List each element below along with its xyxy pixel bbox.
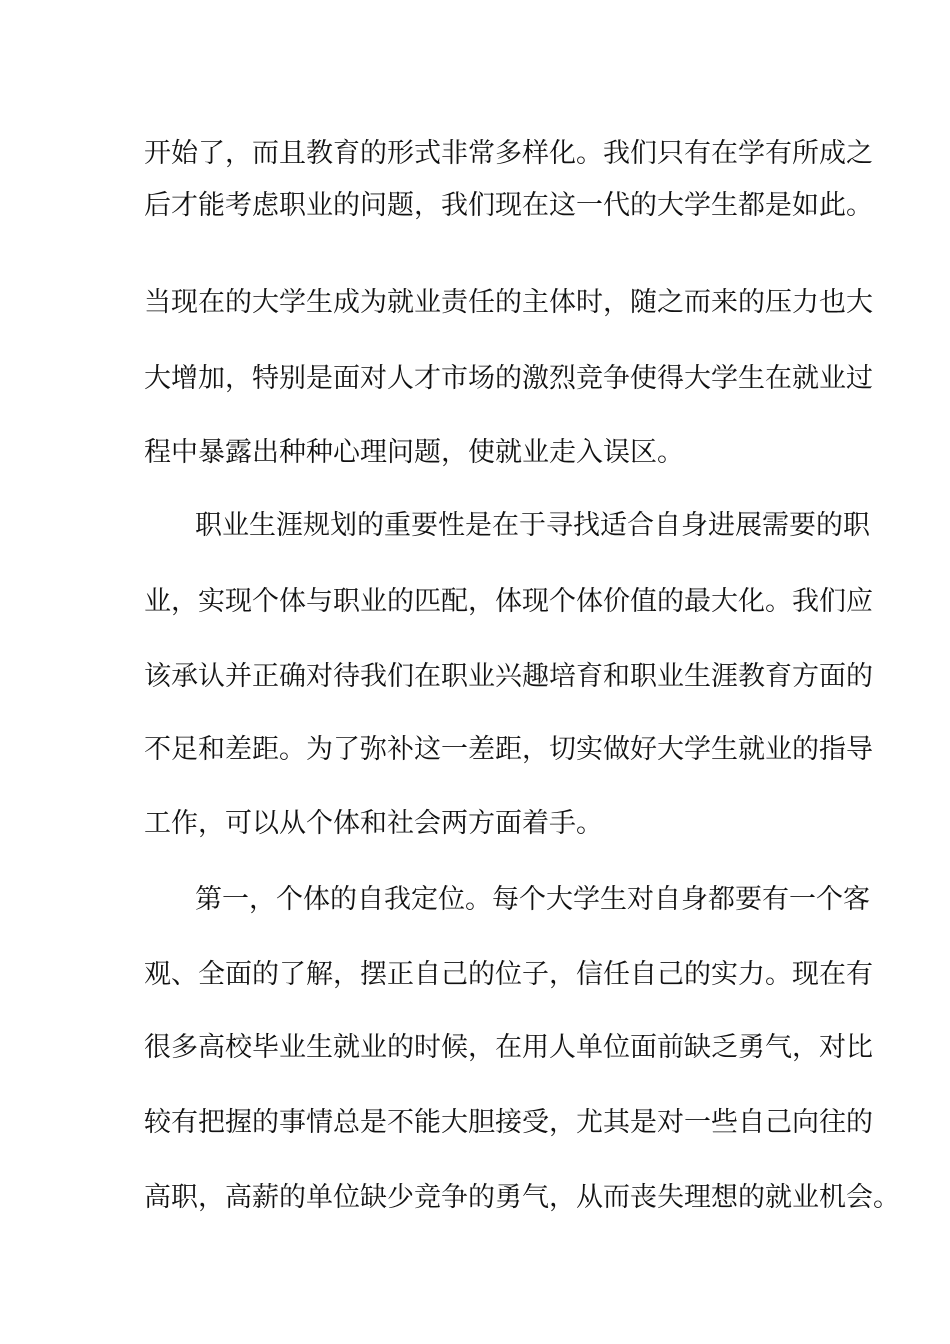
paragraph-start-line: 第一，个体的自我定位。每个大学生对自身都要有一个客: [195, 884, 870, 915]
text-line: 很多高校毕业生就业的时候，在用人单位面前缺乏勇气，对比: [144, 1032, 873, 1063]
text-line: 较有把握的事情总是不能大胆接受，尤其是对一些自己向往的: [144, 1107, 873, 1138]
text-line: 后才能考虑职业的问题，我们现在这一代的大学生都是如此。: [144, 190, 873, 221]
text-line: 不足和差距。为了弥补这一差距，切实做好大学生就业的指导: [144, 734, 873, 765]
text-line: 业，实现个体与职业的匹配，体现个体价值的最大化。我们应: [144, 586, 873, 617]
text-line: 大增加，特别是面对人才市场的激烈竞争使得大学生在就业过: [144, 363, 873, 394]
paragraph-start-line: 职业生涯规划的重要性是在于寻找适合自身进展需要的职: [195, 510, 870, 541]
text-line: 当现在的大学生成为就业责任的主体时，随之而来的压力也大: [144, 287, 873, 318]
text-line: 高职，高薪的单位缺少竞争的勇气，从而丧失理想的就业机会。: [144, 1182, 900, 1213]
text-line: 程中暴露出种种心理问题，使就业走入误区。: [144, 437, 684, 468]
text-line: 工作，可以从个体和社会两方面着手。: [144, 808, 603, 839]
text-line: 观、全面的了解，摆正自己的位子，信任自己的实力。现在有: [144, 959, 873, 990]
text-line: 该承认并正确对待我们在职业兴趣培育和职业生涯教育方面的: [144, 661, 873, 692]
text-line: 开始了，而且教育的形式非常多样化。我们只有在学有所成之: [144, 138, 873, 169]
